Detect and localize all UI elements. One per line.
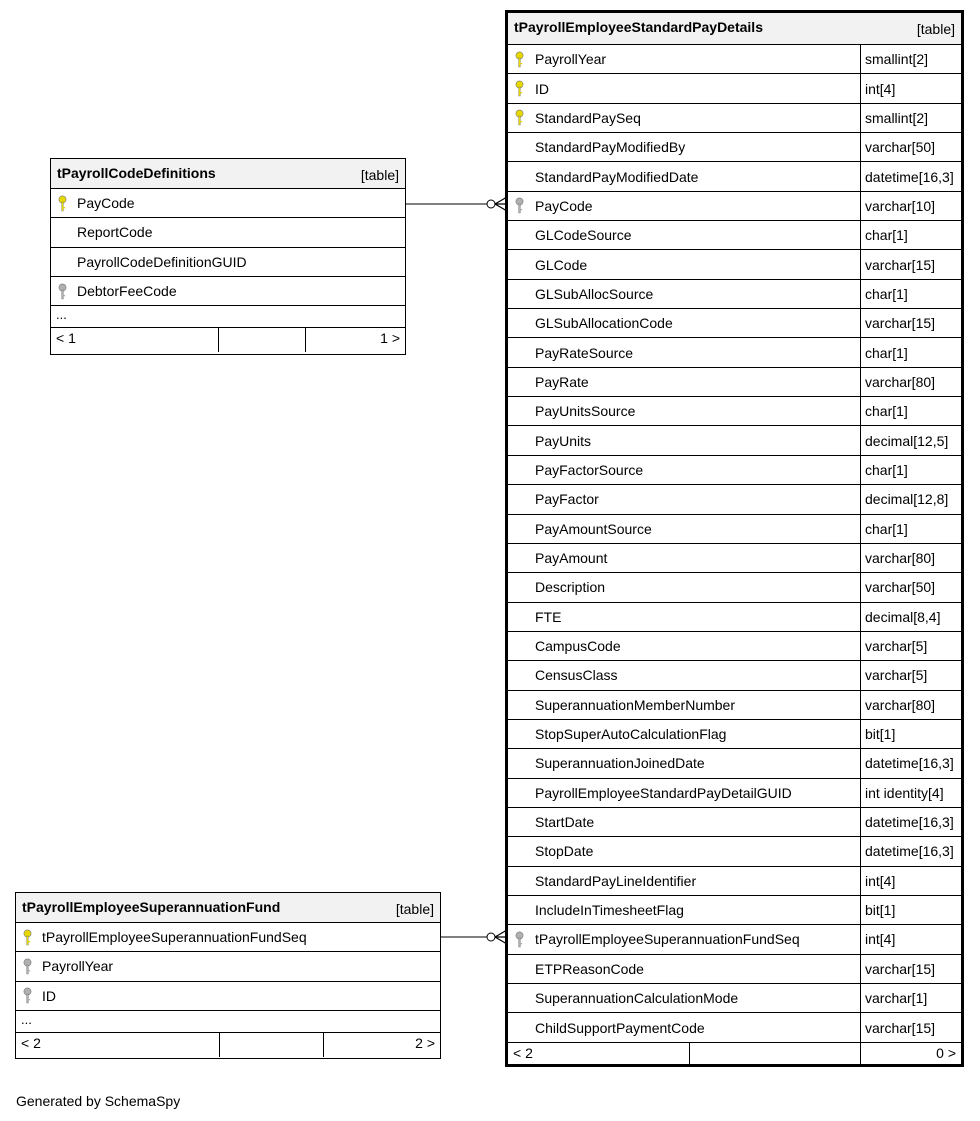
column-divider [860, 221, 861, 249]
column-row-tpayrollemployeesuperannuationfundseq[interactable] [508, 925, 961, 954]
table-name: tPayrollCodeDefinitions [57, 165, 216, 181]
column-row-standardpaymodifieddate[interactable] [508, 162, 961, 191]
column-row-superannuationcalculationmode[interactable] [508, 984, 961, 1013]
column-divider [860, 104, 861, 132]
column-type: char[1] [865, 344, 908, 361]
column-name: ETPReasonCode [535, 960, 644, 977]
column-name: DebtorFeeCode [77, 283, 177, 300]
column-type: varchar[50] [865, 579, 936, 596]
parent-count: < 2 [21, 1034, 41, 1051]
footer-middle [219, 328, 306, 352]
column-type: smallint[2] [865, 109, 929, 126]
primary-key-icon [515, 109, 524, 127]
column-row-standardpaylineidentifier[interactable] [508, 867, 961, 896]
column-divider [860, 74, 861, 102]
column-name: StandardPayLineIdentifier [535, 872, 697, 889]
table-kind: [table] [360, 167, 399, 183]
column-type: int identity[4] [865, 784, 944, 801]
column-type: char[1] [865, 285, 908, 302]
column-divider [860, 720, 861, 748]
column-type: varchar[5] [865, 638, 928, 655]
column-name: StandardPayModifiedBy [535, 139, 686, 156]
column-type: datetime[16,3] [865, 168, 954, 185]
column-row-payrollyear[interactable] [508, 45, 961, 74]
table-name: tPayrollEmployeeSuperannuationFund [22, 899, 281, 915]
column-name: tPayrollEmployeeSuperannuationFundSeq [535, 931, 800, 948]
column-type: varchar[10] [865, 197, 936, 214]
column-divider [860, 397, 861, 425]
column-row-glsuballocationcode[interactable] [508, 309, 961, 338]
parent-count: < 2 [513, 1044, 533, 1061]
column-name: GLSubAllocationCode [535, 315, 673, 332]
column-divider [860, 632, 861, 660]
column-row-payrate[interactable] [508, 368, 961, 397]
column-list [51, 189, 405, 306]
column-type: smallint[2] [865, 51, 929, 68]
column-name: StopDate [535, 843, 594, 860]
column-row-tpayrollemployeesuperannuationfundseq[interactable] [16, 923, 440, 952]
child-count: 1 > [380, 330, 400, 347]
edge-superfund [441, 930, 507, 944]
column-name: ID [42, 987, 56, 1004]
column-type: int[4] [865, 931, 896, 948]
footer-middle [690, 1043, 861, 1067]
column-type: varchar[1] [865, 990, 928, 1007]
column-row-startdate[interactable] [508, 808, 961, 837]
column-divider [860, 808, 861, 836]
column-name: ChildSupportPaymentCode [535, 1019, 705, 1036]
table-payroll-code-definitions[interactable] [50, 158, 406, 355]
column-row-childsupportpaymentcode[interactable] [508, 1013, 961, 1042]
column-name: PayFactor [535, 491, 599, 508]
footer-children [324, 1033, 440, 1057]
column-divider [860, 749, 861, 777]
column-name: PayCode [77, 195, 135, 212]
column-divider [860, 162, 861, 190]
column-divider [860, 984, 861, 1012]
child-count: 0 > [936, 1044, 956, 1061]
column-divider [860, 45, 861, 73]
column-row-paycode[interactable] [51, 189, 405, 218]
table-kind: [table] [395, 901, 434, 917]
primary-key-icon [58, 195, 67, 213]
column-name: PayAmount [535, 550, 608, 567]
column-divider [860, 867, 861, 895]
column-row-superannuationmembernumber[interactable] [508, 691, 961, 720]
column-name: PayCode [535, 197, 593, 214]
column-name: ReportCode [77, 224, 153, 241]
column-type: datetime[16,3] [865, 755, 954, 772]
column-name: SuperannuationMemberNumber [535, 696, 735, 713]
table-footer [508, 1043, 961, 1067]
footer-parents [16, 1033, 220, 1057]
column-name: IncludeInTimesheetFlag [535, 902, 684, 919]
column-divider [860, 691, 861, 719]
table-payroll-employee-standard-pay-details[interactable] [505, 10, 964, 1067]
column-divider [860, 280, 861, 308]
column-row-payrollyear[interactable] [16, 952, 440, 981]
column-row-payrollemployeestandardpaydetailguid[interactable] [508, 779, 961, 808]
column-name: tPayrollEmployeeSuperannuationFundSeq [42, 929, 307, 946]
foreign-key-icon [58, 283, 67, 301]
footer-parents [51, 328, 219, 352]
more-columns-ellipsis [51, 306, 405, 328]
column-type: decimal[8,4] [865, 608, 941, 625]
footer-children [306, 328, 405, 352]
column-type: int[4] [865, 872, 896, 889]
column-row-paycode[interactable] [508, 192, 961, 221]
column-divider [860, 309, 861, 337]
column-divider [860, 456, 861, 484]
column-row-id[interactable] [508, 74, 961, 103]
column-name: PayRateSource [535, 344, 634, 361]
column-row-standardpaymodifiedby[interactable] [508, 133, 961, 162]
column-type: datetime[16,3] [865, 814, 954, 831]
column-divider [860, 368, 861, 396]
table-footer [51, 328, 405, 352]
column-type: varchar[80] [865, 550, 936, 567]
column-divider [860, 661, 861, 689]
column-type: datetime[16,3] [865, 843, 954, 860]
column-divider [860, 603, 861, 631]
column-row-debtorfeecode[interactable] [51, 277, 405, 306]
column-type: varchar[15] [865, 256, 936, 273]
column-row-payunits[interactable] [508, 426, 961, 455]
column-name: CensusClass [535, 667, 618, 684]
column-name: GLSubAllocSource [535, 285, 654, 302]
column-divider [860, 426, 861, 454]
column-name: PayUnits [535, 432, 592, 449]
column-type: varchar[15] [865, 1019, 936, 1036]
column-row-glcodesource[interactable] [508, 221, 961, 250]
footer-parents [508, 1043, 690, 1067]
column-type: char[1] [865, 403, 908, 420]
foreign-key-icon [515, 197, 524, 215]
column-row-payunitssource[interactable] [508, 397, 961, 426]
table-kind: [table] [916, 21, 955, 37]
column-list [16, 923, 440, 1011]
column-name: ID [535, 80, 549, 97]
column-divider [860, 837, 861, 865]
column-row-includeintimesheetflag[interactable] [508, 896, 961, 925]
column-name: PayRate [535, 373, 589, 390]
column-list [508, 45, 961, 1043]
column-name: SuperannuationJoinedDate [535, 755, 705, 772]
child-count: 2 > [415, 1034, 435, 1051]
table-header [508, 13, 961, 45]
column-type: char[1] [865, 520, 908, 537]
table-footer [16, 1033, 440, 1057]
parent-count: < 1 [56, 330, 76, 347]
column-name: PayrollCodeDefinitionGUID [77, 253, 247, 270]
generated-by-label: Generated by SchemaSpy [16, 1093, 181, 1109]
column-name: StandardPaySeq [535, 109, 641, 126]
column-name: PayUnitsSource [535, 403, 636, 420]
column-row-stopsuperautocalculationflag[interactable] [508, 720, 961, 749]
column-name: PayrollYear [535, 51, 607, 68]
foreign-key-icon [23, 958, 32, 976]
ellipsis-text: ... [56, 307, 67, 323]
column-name: CampusCode [535, 638, 621, 655]
column-row-payrollcodedefinitionguid[interactable] [51, 248, 405, 277]
more-columns-ellipsis [16, 1011, 440, 1033]
column-divider [860, 544, 861, 572]
column-type: varchar[5] [865, 667, 928, 684]
column-name: Description [535, 579, 606, 596]
column-name: PayAmountSource [535, 520, 652, 537]
primary-key-icon [23, 929, 32, 947]
column-row-standardpayseq[interactable] [508, 104, 961, 133]
column-row-payfactorsource[interactable] [508, 456, 961, 485]
column-type: char[1] [865, 227, 908, 244]
column-row-payamount[interactable] [508, 544, 961, 573]
column-row-id[interactable] [16, 982, 440, 1011]
column-name: PayrollYear [42, 958, 114, 975]
column-row-payamountsource[interactable] [508, 515, 961, 544]
column-row-glsuballocsource[interactable] [508, 280, 961, 309]
column-name: PayFactorSource [535, 461, 644, 478]
column-name: StopSuperAutoCalculationFlag [535, 726, 727, 743]
column-divider [860, 573, 861, 601]
column-name: FTE [535, 608, 562, 625]
edge-paycode [406, 197, 507, 211]
column-type: varchar[15] [865, 315, 936, 332]
column-row-etpreasoncode[interactable] [508, 955, 961, 984]
column-type: int[4] [865, 80, 896, 97]
column-name: StartDate [535, 814, 595, 831]
column-divider [860, 250, 861, 278]
column-type: varchar[80] [865, 696, 936, 713]
column-divider [860, 338, 861, 366]
primary-key-icon [515, 51, 524, 69]
column-divider [860, 896, 861, 924]
column-row-glcode[interactable] [508, 250, 961, 279]
column-type: varchar[15] [865, 960, 936, 977]
footer-middle [220, 1033, 324, 1057]
column-type: varchar[50] [865, 139, 936, 156]
column-name: StandardPayModifiedDate [535, 168, 699, 185]
foreign-key-icon [515, 931, 524, 949]
table-payroll-employee-superannuation-fund[interactable] [15, 892, 441, 1059]
column-divider [860, 955, 861, 983]
column-divider [860, 1013, 861, 1041]
column-name: SuperannuationCalculationMode [535, 990, 739, 1007]
column-row-superannuationjoineddate[interactable] [508, 749, 961, 778]
ellipsis-text: ... [21, 1011, 32, 1027]
column-row-stopdate[interactable] [508, 837, 961, 866]
column-row-description[interactable] [508, 573, 961, 602]
column-row-payfactor[interactable] [508, 485, 961, 514]
column-divider [860, 779, 861, 807]
column-row-reportcode[interactable] [51, 218, 405, 247]
column-row-campuscode[interactable] [508, 632, 961, 661]
primary-key-icon [515, 80, 524, 98]
column-row-payratesource[interactable] [508, 338, 961, 367]
column-type: varchar[80] [865, 373, 936, 390]
column-type: char[1] [865, 461, 908, 478]
column-type: bit[1] [865, 902, 896, 919]
table-name: tPayrollEmployeeStandardPayDetails [514, 19, 763, 35]
column-type: bit[1] [865, 726, 896, 743]
column-type: decimal[12,5] [865, 432, 949, 449]
column-divider [860, 192, 861, 220]
footer-children [861, 1043, 961, 1067]
column-divider [860, 485, 861, 513]
column-name: GLCodeSource [535, 227, 632, 244]
column-divider [860, 925, 861, 953]
table-header [16, 893, 440, 923]
column-row-censusclass[interactable] [508, 661, 961, 690]
foreign-key-icon [23, 987, 32, 1005]
column-divider [860, 133, 861, 161]
column-name: PayrollEmployeeStandardPayDetailGUID [535, 784, 792, 801]
column-type: decimal[12,8] [865, 491, 949, 508]
column-name: GLCode [535, 256, 588, 273]
column-row-fte[interactable] [508, 603, 961, 632]
table-header [51, 159, 405, 189]
column-divider [860, 515, 861, 543]
